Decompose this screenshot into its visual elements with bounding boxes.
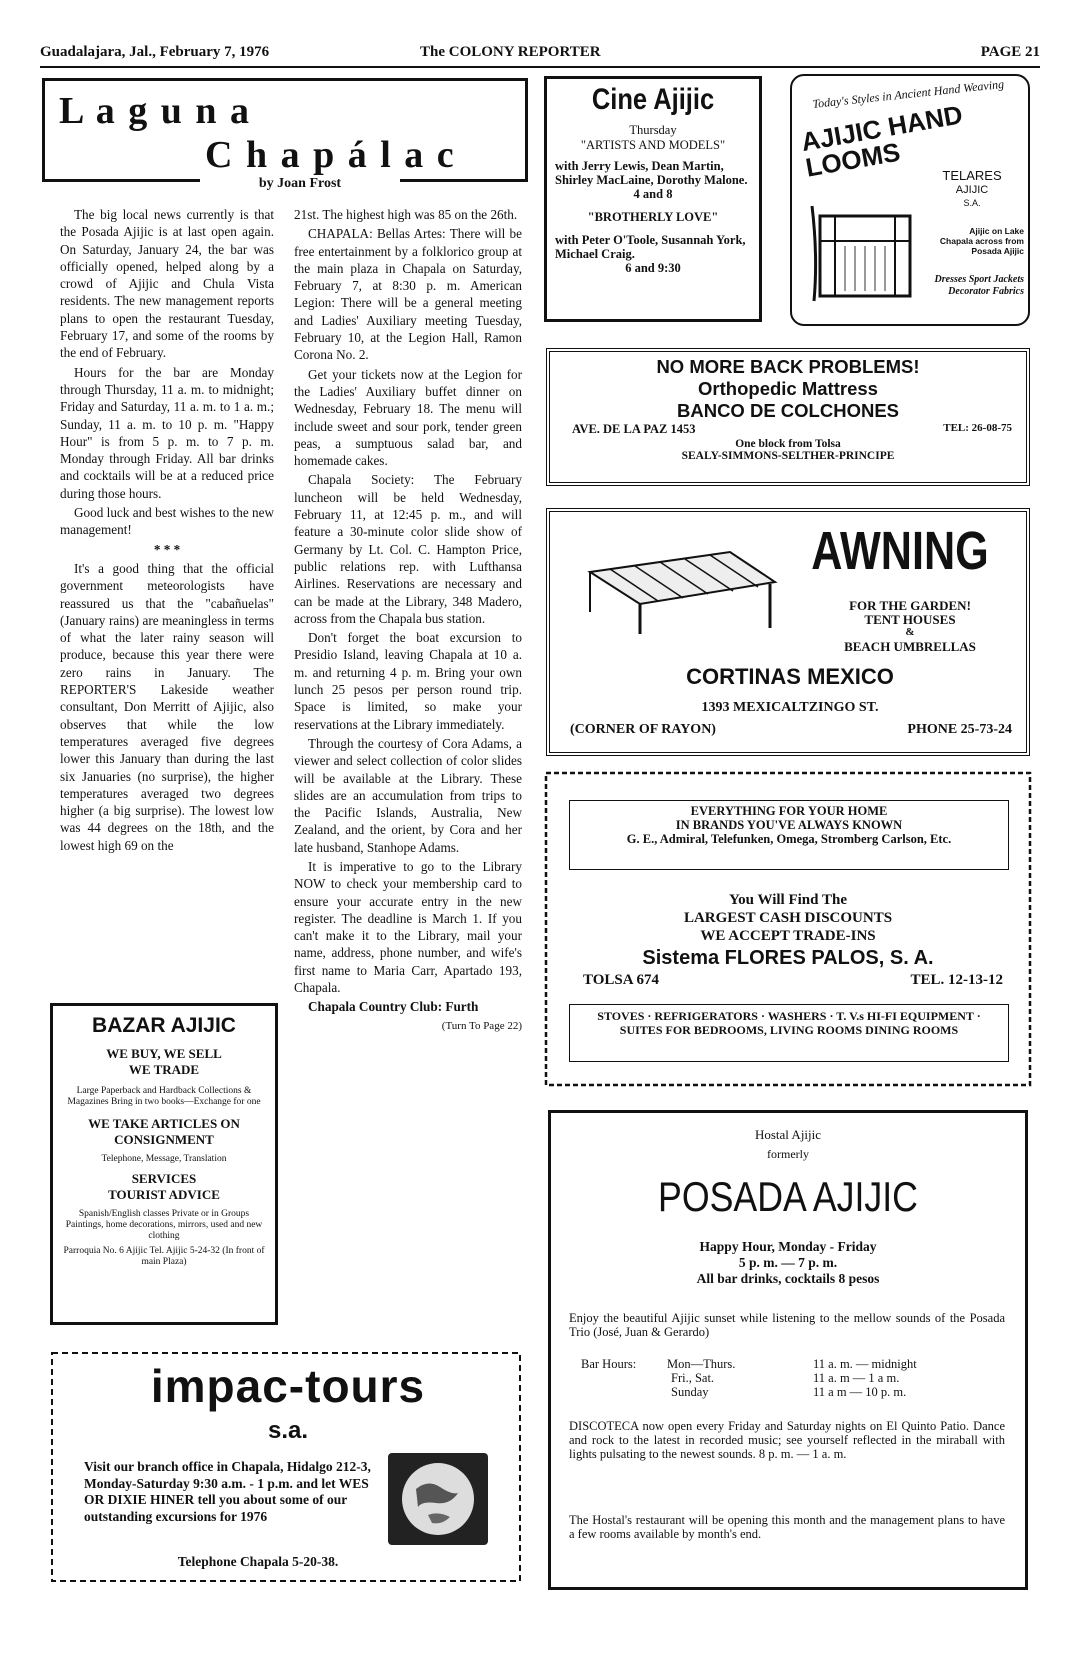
globe-icon (388, 1453, 488, 1545)
awning-title: AWNING (811, 521, 989, 581)
header-masthead: The COLONY REPORTER (420, 44, 601, 60)
awning-address: 1393 MEXICALTZINGO ST. (701, 700, 879, 715)
bar-hours-times (813, 1357, 917, 1399)
mattress-product: Orthopedic Mattress (698, 378, 878, 399)
mattress-store: BANCO DE COLCHONES (676, 400, 899, 421)
bar-hours-day: Mon—Thurs. (667, 1357, 736, 1371)
paragraph: Get your tickets now at the Legion for the Ladies' Auxiliary buffet dinner on Wednesday, February 18. The menu will include sweet and sour pork, tender green peas, a sumptuous salad bar, and homemade cakes. (294, 366, 522, 469)
awning-line: FOR THE GARDEN! (849, 598, 971, 613)
telares-label: TELARES (942, 168, 1002, 183)
paragraph: Through the courtesy of Cora Adams, a viewer and select collection of color slides will be available at the Library. These slides are an accumulation from trips to the Pacific Islands, Australia, New Zealand, and the orient, by Cora and her late husband, Stanhope Adams. (294, 735, 522, 855)
column-text-col2 (294, 206, 522, 1035)
hand-looms-brand: AJIJIC HAND LOOMS (798, 99, 965, 183)
cine-times1: 4 and 8 (633, 187, 673, 201)
impac-phone: Telephone Chapala 5-20-38. (177, 1554, 339, 1569)
flores-top-line: IN BRANDS YOU'VE ALWAYS KNOWN (675, 818, 903, 832)
hand-looms-location: Ajijic on Lake Chapala across from Posada Ajijic (939, 226, 1024, 256)
impac-text: Visit our branch office in Chapala, Hidalgo 212-3, Monday-Saturday 9:30 a.m. - 1 p.m. and let WES OR DIXIE HINER tell you about some of our outstanding excursions for 1976 (84, 1459, 371, 1524)
bazar-line: Spanish/English classes Private or in Groups Paintings, home decorations, mirrors, used and new clothing (65, 1209, 263, 1241)
awning-phone: PHONE 25-73-24 (907, 722, 1012, 737)
awning-corner: (CORNER OF RAYON) (570, 722, 716, 737)
posada-hostal: Hostal Ajijic (754, 1127, 822, 1142)
flores-middle-line: You Will Find The (729, 892, 847, 908)
awning-line: TENT HOUSES (864, 612, 956, 627)
bar-hours-time: 11 a m — 10 p. m. (813, 1385, 907, 1399)
mattress-ad (546, 348, 1030, 486)
bazar-line: Parroquia No. 6 Ajijic Tel. Ajijic 5-24-32 (In front of main Plaza) (63, 1246, 265, 1267)
paragraph: Good luck and best wishes to the new management! (60, 505, 274, 538)
paragraph: It's a good thing that the official government meteorologists have reassured us that the "cabañuelas" (January rains) are meaningless in terms of what the later rainy season will produce, because this year there were zero rains in January. The REPORTER'S Lakeside weather consultant, Don Merritt of Ajijic, also observes that while the low temperatures averaged five degrees lower this January than during the last six Januaries (no surprise), the higher temperatures averaged two degrees higher (a big surprise). The lowest low was 44 degrees on the 18th, and the lowest high 69 on the (60, 560, 274, 853)
impac-logo: impac-tours (150, 1360, 426, 1412)
bar-hours-days (667, 1357, 735, 1399)
flores-address: TOLSA 674 (583, 972, 660, 988)
paragraph: Chapala Society: The February luncheon will be held Wednesday, February 11, at 12:45 p. m., and will feature a 30-minute color slide show of Germany by Lt. Col. C. Hampton Price, public relations rep. with Lufthansa Airlines. Reservations are necessary and can be made at the Library, 348 Madero, across from the Chapala bus station. (294, 472, 522, 626)
bazar-line: Large Paperback and Hardback Collections & Magazines Bring in two books—Exchange for one (67, 1086, 261, 1107)
header-dateline: Guadalajara, Jal., February 7, 1976 (40, 44, 270, 60)
mattress-block: One block from Tolsa (735, 438, 841, 450)
header-rule (40, 66, 1040, 68)
flores-top-line: EVERYTHING FOR YOUR HOME (690, 804, 888, 818)
impac-logo-sa: s.a. (267, 1417, 309, 1444)
paragraph: Chapala Country Club: Furth (308, 999, 479, 1015)
bar-hours-day: Fri., Sat. (671, 1371, 715, 1385)
awning-company: CORTINAS MEXICO (686, 664, 894, 689)
column-text-col1 (60, 206, 274, 856)
hand-looms-items: Dresses Sport Jackets Decorator Fabrics (934, 274, 1024, 297)
cine-times2: 6 and 9:30 (625, 261, 681, 275)
loom-illustration-icon (810, 196, 920, 306)
bazar-line: SERVICES (131, 1171, 197, 1186)
cine-cast2: with Peter O'Toole, Susannah York, Michael Craig. (555, 233, 746, 261)
bar-hours-time: 11 a. m. — midnight (813, 1357, 917, 1371)
posada-happy-price: All bar drinks, cocktails 8 pesos (696, 1271, 880, 1286)
paragraph: CHAPALA: Bellas Artes: There will be free entertainment by a folklorico group at the main plaza in Chapala on Saturday, February 7, at 8:30 p. m. American Legion: There will be a general meeting and Ladies' Auxiliary meeting Tuesday, February 10, at the Legion Hall, Ramon Corona No. 2. (294, 226, 522, 363)
cine-day: Thursday (629, 123, 677, 137)
impac-tours-ad (48, 1349, 524, 1585)
mattress-brands: SEALY-SIMMONS-SELTHER-PRINCIPE (681, 450, 895, 462)
byline: by Joan Frost (200, 176, 400, 192)
paragraph: 21st. The highest high was 85 on the 26th. (294, 207, 518, 222)
flores-middle-line: WE ACCEPT TRADE-INS (700, 928, 876, 944)
flores-top-line: G. E., Admiral, Telefunken, Omega, Stromberg Carlson, Etc. (626, 832, 952, 846)
cine-title: Cine Ajijic (591, 83, 715, 116)
bazar-line: WE TAKE ARTICLES ON CONSIGNMENT (88, 1116, 240, 1147)
cine-film1: "ARTISTS AND MODELS" (580, 138, 726, 152)
paragraph: Hours for the bar are Monday through Thursday, 11 a. m. to midnight; Friday and Saturday, 11 a. m. to 1 a. m.; Sunday, 11 a. m. to 10 p. m. "Happy Hour" is from 5 p. m. to 7 p. m. Monday through Friday. All bar drinks and cocktails will be at a reduced price during those hours. (60, 364, 274, 501)
flores-bottom-box: STOVES · REFRIGERATORS · WASHERS · T. V.s HI-FI EQUIPMENT · SUITES FOR BEDROOMS, LIVING ROOMS DINING ROOMS (569, 1004, 1009, 1062)
mattress-phone: TEL: 26-08-75 (943, 422, 1012, 434)
flores-top-box (569, 800, 1009, 870)
bazar-line: WE BUY, WE SELL (106, 1046, 222, 1061)
flores-middle-line: LARGEST CASH DISCOUNTS (683, 910, 893, 926)
telares-ajijic: AJIJIC (955, 184, 989, 196)
awning-line: BEACH UMBRELLAS (844, 639, 976, 654)
posada-discoteca: DISCOTECA now open every Friday and Saturday nights on El Quinto Patio. Dance and rock to the latest in recorded music; see yourself reflected in the miraball with lights pulsating to the newest sounds. 8 p. m. — 1 a. m. (569, 1419, 1005, 1461)
header-page-number: PAGE 21 (980, 44, 1040, 60)
posada-happy-time: 5 p. m. — 7 p. m. (738, 1255, 838, 1270)
mattress-address: AVE. DE LA PAZ 1453 (572, 422, 696, 436)
cine-cast1: with Jerry Lewis, Dean Martin, Shirley MacLaine, Dorothy Malone. (555, 159, 748, 187)
bazar-title: BAZAR AJIJIC (92, 1014, 236, 1037)
posada-ajijic-ad (548, 1110, 1028, 1590)
awning-ampersand: & (905, 626, 915, 638)
awning-illustration-icon (580, 542, 780, 638)
awning-ad (546, 508, 1030, 756)
column-title-box (42, 78, 528, 182)
bazar-ajijic-ad (50, 1003, 278, 1325)
bazar-line: WE TRADE (128, 1062, 200, 1077)
bar-hours-time: 11 a. m — 1 a m. (813, 1371, 900, 1385)
column-title-line1: L a g u n a (59, 90, 252, 132)
hand-looms-ad (790, 74, 1030, 326)
flores-company-name: Sistema FLORES PALOS, S. A. (642, 947, 934, 969)
separator-stars: * * * (153, 541, 181, 557)
posada-happy-hour: Happy Hour, Monday - Friday (699, 1239, 877, 1254)
posada-title: POSADA AJIJIC (658, 1173, 918, 1220)
bazar-line: TOURIST ADVICE (108, 1187, 220, 1202)
page-header (40, 40, 1040, 66)
mattress-headline: NO MORE BACK PROBLEMS! (656, 356, 920, 377)
posada-formerly: formerly (767, 1147, 809, 1161)
paragraph: Don't forget the boat excursion to Presidio Island, leaving Chapala at 10 a. m. and returning 4 p. m. Bring your own lunch 25 pesos per person round trip. Space is limited, so make your reservations at the Library immediately. (294, 630, 522, 732)
bar-hours-day: Sunday (671, 1385, 709, 1399)
continued-note: (Turn To Page 22) (441, 1019, 522, 1032)
flores-phone: TEL. 12-13-12 (910, 972, 1003, 988)
flores-palos-ad (543, 770, 1033, 1088)
paragraph: It is imperative to go to the Library NOW to check your membership card to ensure your accurate entry in the new register. The deadline is March 1. If you can't make it to the Library, mail your name, address, phone number, and wife's first name to Maria Carr, Apartado 193, Chapala. (294, 858, 522, 996)
paragraph: The big local news currently is that the Posada Ajijic is at last open again. On Saturday, January 24, the bar was officially opened, helped along by a crowd of Ajijic and Chula Vista residents. The new management reports plans to open the restaurant Tuesday, February 17, and some of the rooms by the end of February. (60, 207, 274, 361)
bazar-line: Telephone, Message, Translation (101, 1154, 227, 1164)
posada-enjoy: Enjoy the beautiful Ajijic sunset while listening to the mellow sounds of the Posada Trio (José, Juan & Gerardo) (569, 1311, 1005, 1339)
telares-sa: S.A. (963, 198, 981, 208)
column-title-line2: C h a p á l a c (205, 134, 456, 176)
bar-hours-label: Bar Hours: (581, 1357, 637, 1371)
hand-looms-arc-text: Today's Styles in Ancient Hand Weaving (811, 76, 1005, 111)
cine-ajijic-ad (544, 76, 762, 322)
cine-film2: "BROTHERLY LOVE" (587, 210, 719, 224)
posada-restaurant: The Hostal's restaurant will be opening this month and the management plans to have a few rooms available by month's end. (569, 1513, 1005, 1541)
